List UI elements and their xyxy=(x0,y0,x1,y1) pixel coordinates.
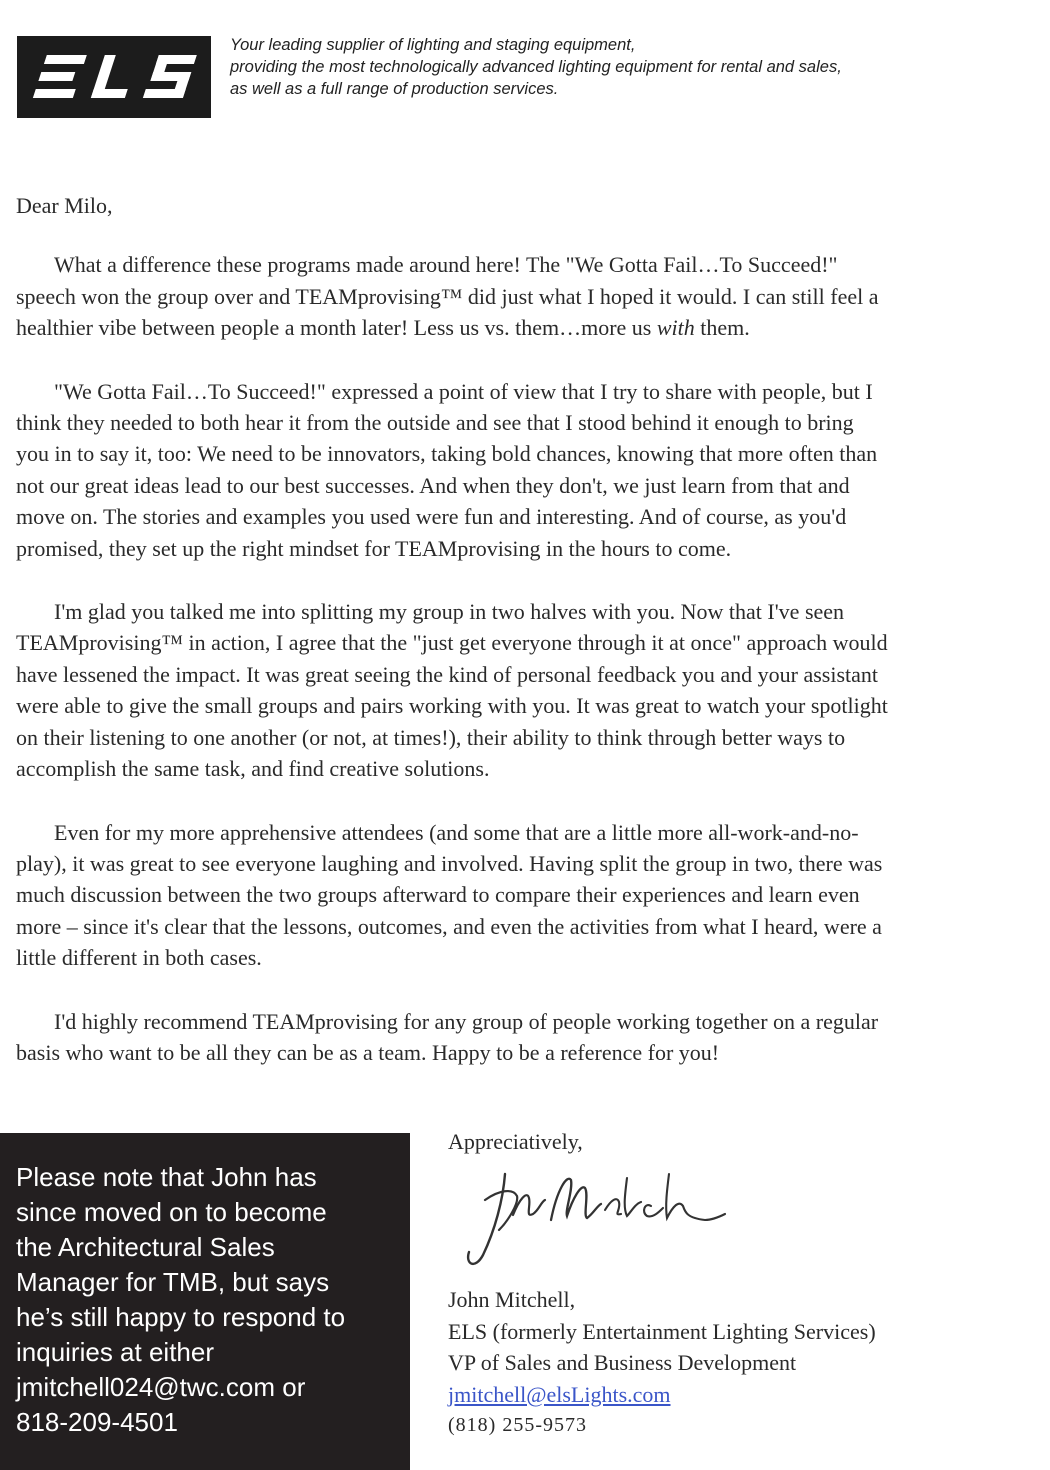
handwritten-signature xyxy=(455,1160,735,1284)
text-line: accomplish the same task, and find creative solutions. xyxy=(16,756,490,782)
text-line: much discussion between the two groups afterward to compare their experiences and learn even xyxy=(16,882,860,908)
text-line: What a difference these programs made around here! The "We Gotta Fail…To Succeed!" xyxy=(54,252,838,278)
text-line: TEAMprovising™ in action, I agree that the "just get everyone through it at once" approach would xyxy=(16,630,888,656)
text-line: Even for my more apprehensive attendees (and some that are a little more all-work-and-no- xyxy=(54,819,859,845)
note-line: since moved on to become xyxy=(16,1197,327,1227)
closing: Appreciatively, xyxy=(448,1129,583,1154)
text-line: "We Gotta Fail…To Succeed!" expressed a point of view that I try to share with people, but I xyxy=(54,378,873,404)
paragraph-5 xyxy=(16,1006,1036,1069)
text-line: have lessened the impact. It was great seeing the kind of personal feedback you and your assistant xyxy=(16,661,878,687)
salutation: Dear Milo, xyxy=(16,193,113,218)
els-logo-mark xyxy=(17,36,211,118)
note-line: Please note that John has xyxy=(16,1162,317,1192)
text-line: move on. The stories and examples you used were fun and interesting. And of course, as you'd xyxy=(16,504,847,530)
note-box xyxy=(0,1133,410,1470)
paragraph-3 xyxy=(16,596,1036,784)
note-line: Manager for TMB, but says xyxy=(16,1267,330,1297)
signer-phone: (818) 255-9573 xyxy=(448,1414,587,1436)
text-line: promised, they set up the right mindset for TEAMprovising in the hours to come. xyxy=(16,535,732,561)
text-line: not our great ideas lead to our best successes. And when they don't, we just learn from that and xyxy=(16,472,850,498)
note-line: the Architectural Sales xyxy=(16,1232,275,1262)
letter-body xyxy=(16,190,1036,1100)
note-line: jmitchell024@twc.com or xyxy=(16,1372,306,1402)
text-line: I'd highly recommend TEAMprovising for any group of people working together on a regular xyxy=(54,1008,879,1034)
text-line: you in to say it, too: We need to be innovators, taking bold chances, knowing that more often than xyxy=(16,441,878,467)
signer-company: ELS (formerly Entertainment Lighting Services) xyxy=(448,1318,876,1344)
note-text xyxy=(16,1160,406,1440)
text-line: I'm glad you talked me into splitting my group in two halves with you. Now that I've seen xyxy=(54,599,845,625)
text-line: play), it was great to see everyone laughing and involved. Having split the group in two, there was xyxy=(16,850,883,876)
paragraph-2 xyxy=(16,376,1036,564)
text-line: speech won the group over and TEAMprovising™ did just what I hoped it would. I can still feel a xyxy=(16,283,879,309)
signature-icon xyxy=(455,1160,735,1280)
text-line: healthier vibe between people a month later! Less us vs. them…more us with them. xyxy=(16,315,750,341)
company-tagline xyxy=(230,34,990,100)
paragraph-1 xyxy=(16,249,1036,343)
text-line: more – since it's clear that the lessons, outcomes, and even the activities from what I heard, were a xyxy=(16,913,882,939)
signer-email-link[interactable]: jmitchell@elsLights.com xyxy=(448,1381,671,1407)
note-line: 818-209-4501 xyxy=(16,1407,178,1437)
tagline-line: Your leading supplier of lighting and staging equipment, xyxy=(230,36,636,54)
els-logo xyxy=(17,36,211,118)
paragraph-4 xyxy=(16,817,1036,974)
signer-name: John Mitchell, xyxy=(448,1287,576,1312)
tagline-line: as well as a full range of production services. xyxy=(230,80,559,98)
text-line: little different in both cases. xyxy=(16,945,262,971)
text-line: on their listening to one another (or not, at times!), their ability to think through better ways to xyxy=(16,724,846,750)
note-line: he’s still happy to respond to xyxy=(16,1302,346,1332)
text-line: think they needed to both hear it from the outside and see that I stood behind it enough to bring xyxy=(16,410,854,436)
text-line: basis who want to be all they can be as a team. Happy to be a reference for you! xyxy=(16,1039,720,1065)
signature-block xyxy=(448,1284,876,1442)
signer-title: VP of Sales and Business Development xyxy=(448,1350,797,1375)
tagline-line: providing the most technologically advanced lighting equipment for rental and sales, xyxy=(230,58,842,76)
text-line: were able to give the small groups and pairs working with you. It was great to watch your spotlight xyxy=(16,693,888,719)
note-line: inquiries at either xyxy=(16,1337,214,1367)
